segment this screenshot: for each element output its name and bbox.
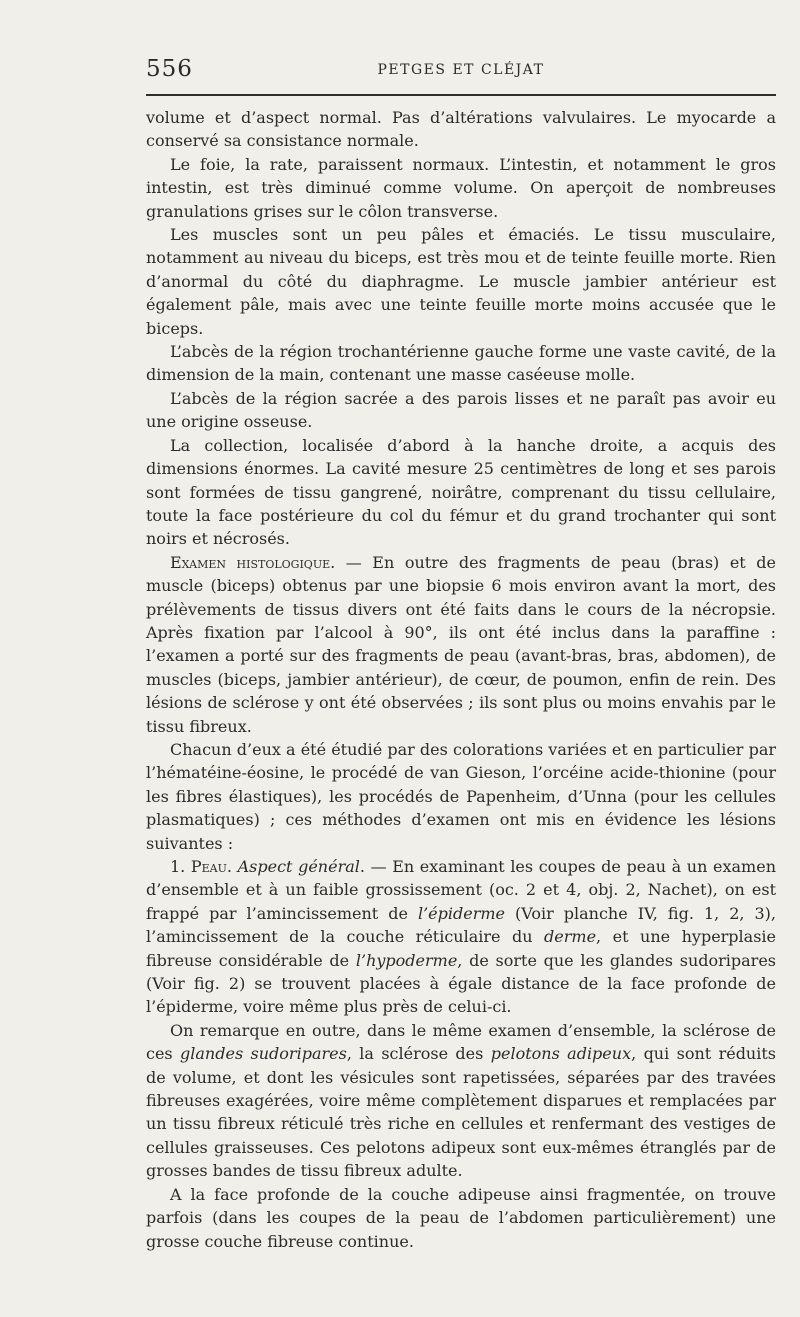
- body-text: [146, 106, 776, 1253]
- text-segment: , la sclérose des: [346, 1044, 491, 1064]
- italic-text: pelotons adipeux: [490, 1044, 632, 1064]
- italic-text: glandes sudoripares: [180, 1044, 347, 1064]
- text-segment: A la face profonde de la couche adipeuse ainsi fragmentée, on trouve parfois (dans les coupes de la peau de l’abdomen particulièrement) une grosse couche fibreuse continue.: [146, 1184, 776, 1251]
- italic-text: l’épiderme: [417, 903, 505, 923]
- paragraph: [146, 1183, 776, 1253]
- text-segment: La collection, localisée d’abord à la hanche droite, a acquis des dimensions énormes. La cavité mesure 25 centimètres de long et ses parois sont formées de tissu gangrené, noirâtre, comprenant du tissu cellulaire, toute la face postérieure du col du fémur et du grand trochanter qui sont noirs et nécrosés.: [146, 435, 776, 549]
- text-segment: .: [226, 857, 238, 876]
- paragraph: [146, 434, 776, 551]
- text-segment: (Voir planche IV, fig. 1, 2, 3), l’amincissement de la couche réticulaire du: [146, 903, 777, 947]
- header-rule: [146, 94, 776, 96]
- paragraph: [146, 855, 776, 1019]
- paragraph: [146, 387, 776, 434]
- small-caps-heading: Examen histologique.: [170, 552, 336, 572]
- text-segment: Le foie, la rate, paraissent normaux. L’intestin, et notamment le gros intestin, est très diminué comme volume. On aperçoit de nombreuses granulations grises sur le côlon transverse.: [146, 154, 776, 221]
- paragraph: [146, 551, 776, 738]
- text-segment: L’abcès de la région sacrée a des parois lisses et ne paraît pas avoir eu une origine osseuse.: [146, 388, 776, 432]
- page-number: 556: [146, 56, 193, 82]
- paragraph: [146, 153, 776, 223]
- paragraph: [146, 106, 776, 153]
- small-caps-heading: Peau: [190, 857, 227, 876]
- running-head: PETGES ET CLÉJAT: [377, 62, 545, 78]
- italic-text: derme: [544, 927, 597, 947]
- page: [146, 56, 776, 1253]
- italic-text: l’hypoderme: [355, 950, 458, 970]
- text-segment: , de sorte que les glandes sudoripares (Voir fig. 2) se trouvent placées à égale distance de la face profonde de l’épiderme, voire même plus près de celui-ci.: [146, 950, 777, 1017]
- page-header: [146, 56, 776, 90]
- paragraph: [146, 1019, 776, 1183]
- text-segment: , qui sont réduits de volume, et dont les vésicules sont rapetissées, séparées par des travées fibreuses exagérées, voire même complètement disparues et remplacées par un tissu fibreux réticulé très riche en cellules et renfermant des vestiges de cellules graisseuses. Ces pelotons adipeux sont eux-mêmes étranglés par de grosses bandes de tissu fibreux adulte.: [146, 1044, 776, 1181]
- paragraph: [146, 738, 776, 855]
- text-segment: Chacun d’eux a été étudié par des colorations variées et en particulier par l’hématéine-éosine, le procédé de van Gieson, l’orcéine acide-thionine (pour les fibres élastiques), les procédés de Papenheim, d’Unna (pour les cellules plasmatiques) ; ces méthodes d’examen ont mis en évidence les lésions suivantes :: [146, 739, 776, 853]
- text-segment: 1.: [170, 857, 191, 876]
- italic-text: Aspect général: [237, 857, 360, 876]
- paragraph: [146, 340, 776, 387]
- text-segment: L’abcès de la région trochantérienne gauche forme une vaste cavité, de la dimension de la main, contenant une masse caséeuse molle.: [146, 342, 776, 385]
- text-segment: — En outre des fragments de peau (bras) et de muscle (biceps) obtenus par une biopsie 6 mois environ avant la mort, des prélèvements de tissus divers ont été faits dans le cours de la nécropsie. Après fixation par l’alcool à 90°, ils ont été inclus dans la paraffine : l’examen a porté sur des fragments de peau (avant-bras, bras, abdomen), de muscles (biceps, jambier antérieur), de cœur, de poumon, enfin de rein. Des lésions de sclérose y ont été observées ; ils sont plus ou moins envahis par le tissu fibreux.: [146, 552, 776, 736]
- text-segment: volume et d’aspect normal. Pas d’altérations valvulaires. Le myocarde a conservé sa consistance normale.: [146, 108, 776, 151]
- text-segment: , et une hyperplasie fibreuse considérable de: [146, 927, 777, 970]
- text-segment: Les muscles sont un peu pâles et émaciés. Le tissu musculaire, notamment au niveau du biceps, est très mou et de teinte feuille morte. Rien d’anormal du côté du diaphragme. Le muscle jambier antérieur est également pâle, mais avec une teinte feuille morte moins accusée que le biceps.: [146, 225, 776, 338]
- paragraph: [146, 223, 776, 340]
- text-segment: On remarque en outre, dans le même examen d’ensemble, la sclérose de ces: [146, 1020, 776, 1064]
- text-segment: . — En examinant les coupes de peau à un examen d’ensemble et à un faible grossissement (oc. 2 et 4, obj. 2, Nachet), on est frappé par l’amincissement de: [146, 857, 777, 923]
